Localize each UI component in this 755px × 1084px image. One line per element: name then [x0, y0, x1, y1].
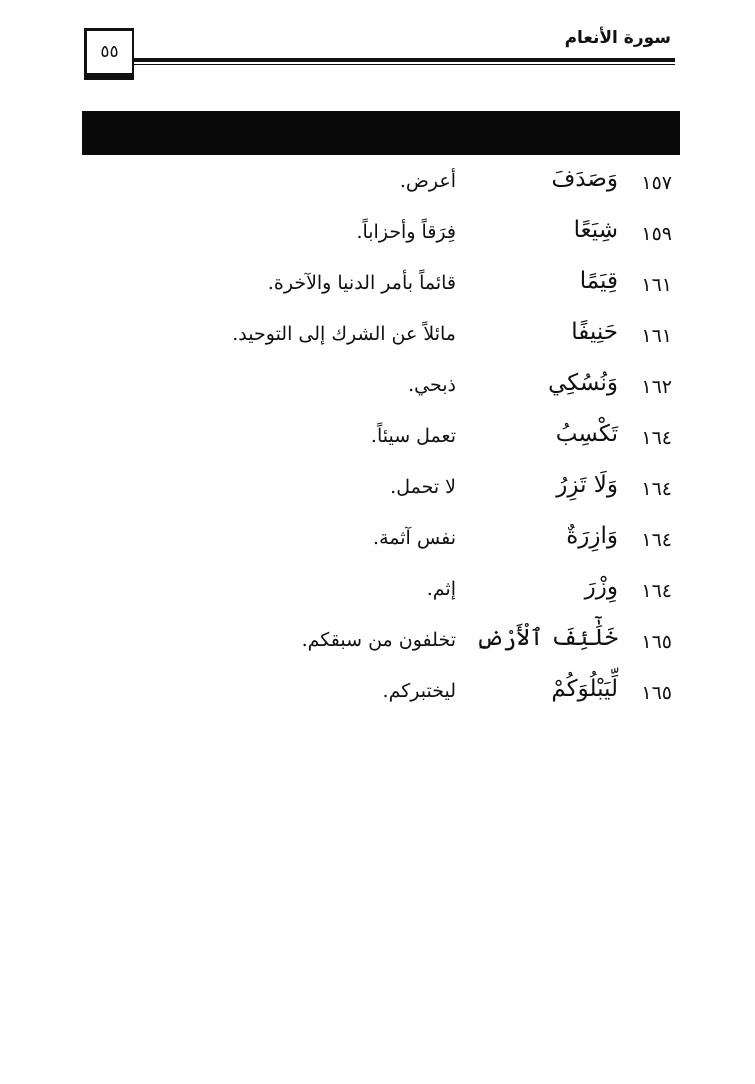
quran-word: شِيَعًا [573, 217, 618, 243]
quran-word: وَلَا تَزِرُ [556, 472, 618, 498]
quran-word: وَنُسُكِي [548, 370, 618, 396]
surah-title: سورة الأنعام [564, 28, 671, 48]
quran-word: وَصَدَفَ [551, 166, 618, 192]
gloss-row [82, 158, 680, 209]
verse-number: ١٦١ [641, 274, 672, 296]
word-meaning: تعمل سيئاً. [370, 425, 456, 447]
gloss-row [82, 668, 680, 719]
header-rule-thin [134, 64, 675, 65]
gloss-row [82, 362, 680, 413]
quran-word: قِيَمًا [579, 268, 618, 294]
word-meaning: إثم. [426, 578, 456, 600]
quran-word: حَنِيفًا [571, 319, 618, 345]
gloss-row [82, 311, 680, 362]
verse-number: ١٦٢ [641, 376, 672, 398]
word-meaning: مائلاً عن الشرك إلى التوحيد. [232, 323, 456, 345]
word-meaning: أعرض. [399, 170, 456, 192]
gloss-row [82, 464, 680, 515]
gloss-row [82, 260, 680, 311]
word-meaning: تخلفون من سبقكم. [301, 629, 456, 651]
verse-number: ١٦٤ [641, 427, 672, 449]
verse-number: ١٥٩ [641, 223, 672, 245]
gloss-row [82, 209, 680, 260]
word-meaning: لا تحمل. [390, 476, 456, 498]
verse-number: ١٦١ [641, 325, 672, 347]
gloss-row [82, 617, 680, 668]
quran-word: لِّيَبْلُوَكُمْ [551, 676, 618, 702]
gloss-row [82, 413, 680, 464]
word-meaning: قائماً بأمر الدنيا والآخرة. [267, 272, 456, 294]
table-header-band [82, 111, 680, 155]
gloss-row [82, 515, 680, 566]
gloss-list [82, 158, 680, 719]
gloss-row [82, 566, 680, 617]
word-meaning: فِرَقاً وأحزاباً. [356, 221, 456, 243]
verse-number: ١٦٤ [641, 529, 672, 551]
verse-number: ١٦٥ [641, 682, 672, 704]
verse-number: ١٥٧ [641, 172, 672, 194]
quran-word: خَلَٰٓئِفَ ٱلْأَرْضِ [475, 625, 618, 651]
page-number-text: ٥٥ [100, 42, 119, 62]
quran-word: تَكْسِبُ [555, 421, 618, 447]
header-rule [134, 58, 675, 62]
quran-word: وِزْرَ [584, 574, 618, 600]
page-number [84, 28, 134, 76]
verse-number: ١٦٤ [641, 478, 672, 500]
word-meaning: ليختبركم. [382, 680, 456, 702]
page-number-shadow [84, 74, 134, 80]
word-meaning: نفس آثمة. [373, 527, 456, 549]
quran-word: وَازِرَةٌ [566, 523, 618, 549]
verse-number: ١٦٥ [641, 631, 672, 653]
word-meaning: ذبحي. [408, 374, 456, 396]
verse-number: ١٦٤ [641, 580, 672, 602]
